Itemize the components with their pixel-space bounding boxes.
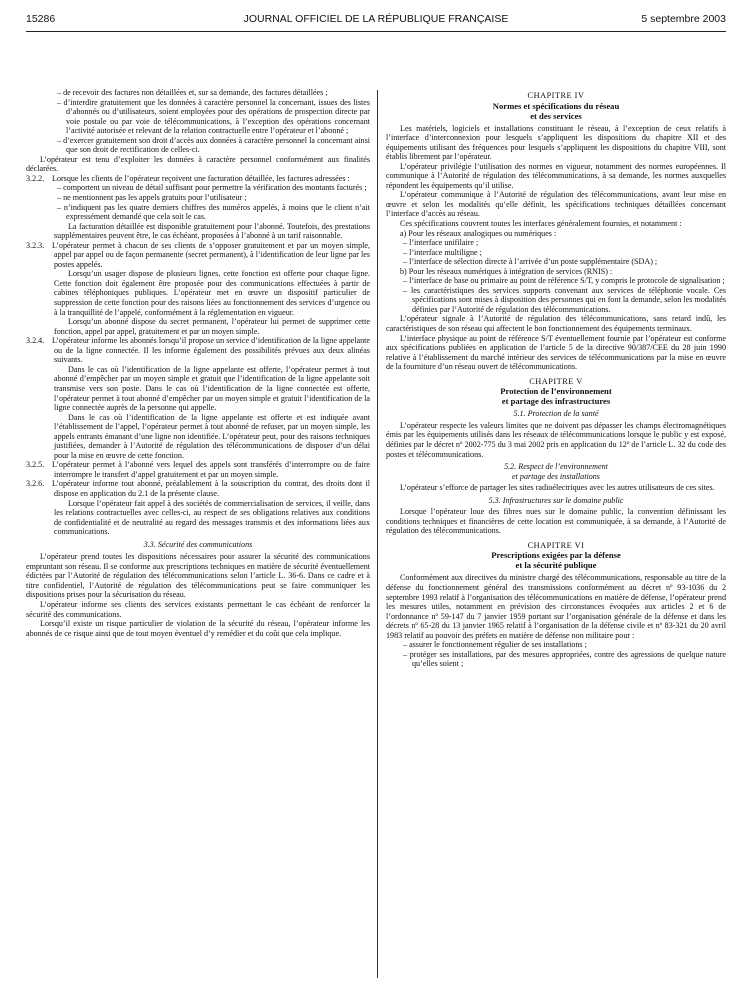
chapter-title <box>386 101 726 121</box>
list-item: – comportent un niveau de détail suffisant pour permettre la vérification des montants facturés ; <box>57 183 367 193</box>
chapter-title-line: Protection de l’environnement <box>500 386 612 397</box>
section-heading: 3.3. Sécurité des communications <box>143 539 253 549</box>
text-columns <box>26 88 726 982</box>
paragraph: Lorsqu’il existe un risque particulier de violation de la sécurité du réseau, l’opérateur informe les abonnés de ce risque ainsi que de tout moyen éventuel d’y remédier et du coût que cela implique. <box>26 619 370 638</box>
list-item: – de recevoir des factures non détaillées et, sur sa demande, des factures détaillées ; <box>57 88 328 97</box>
list-item: – d’interdire gratuitement que les données à caractère personnel la concernant, issues des listes d’abonnés ou d’utilisateurs, soient employées pour des opérations de prospection directe par voie postale ou par voie de télécommunications, à l’exception des opérations concernant l’activité autorisée et relevant de la relation contractuelle entre l’opérateur et l’abonné ; <box>57 97 370 136</box>
page-header <box>26 13 726 29</box>
paragraph: La facturation détaillée est disponible gratuitement pour l’abonné. Toutefois, des prestations supplémentaires peuvent être, le cas échéant, proposées à l’abonné à un tarif raisonnable. <box>54 221 370 241</box>
section-heading <box>386 462 726 481</box>
chapter-title-line: Normes et spécifications du réseau <box>492 100 620 111</box>
clause-text: L’opérateur informe les abonnés lorsqu’il propose un service d’identification de la ligne appelante ou de la ligne connectée. Il les informe également des possibilités prévues aux deux alinéas suivants. <box>52 336 370 365</box>
list-item: – d’exercer gratuitement son droit d’accès aux données à caractère personnel la concernant ainsi que son droit de rectification de celles-ci. <box>57 135 370 155</box>
paragraph: Lorsqu’un usager dispose de plusieurs lignes, cette fonction est offerte pour chaque ligne. Cette fonction doit également être proposée pour des communications effectuées à partir de cabines téléphoniques publiques. L’opérateur met en œuvre un dispositif particulier de suppression de cette fonction pour des raisons liées au fonctionnement des services d’urgence ou à la tranquillité de l’appelé, conformément à la réglementation en vigueur. <box>54 269 370 317</box>
paragraph: Lorsque l’opérateur loue des fibres nues sur le domaine public, la convention définissant les conditions techniques et financières de cette location est communiquée, à sa demande, à l’Autorité de régulation des télécommunications. <box>386 507 726 536</box>
chapter-title <box>386 550 726 570</box>
header-rule <box>26 31 726 32</box>
publication-date: 5 septembre 2003 <box>641 13 726 25</box>
paragraph: L’opérateur informe ses clients des services existants permettant le cas échéant de renforcer la sécurité des communications. <box>26 599 370 619</box>
list-item: – assurer le fonctionnement régulier de ses installations ; <box>403 640 587 650</box>
clause-number: 3.2.2. <box>26 173 45 183</box>
chapter-heading: CHAPITRE VI <box>527 540 585 550</box>
paragraph: L’opérateur prend toutes les dispositions nécessaires pour assurer la sécurité des communications empruntant son réseau. Il se conforme aux prescriptions techniques en matière de sécurité éventuellement édictées par l’Autorité de régulation des télécommunications selon l’article L. 36-6. Dans ce cadre et à titre confidentiel, l’Autorité de régulation des télécommunications peut se faire communiquer les dispositions prises pour la sécurisation du réseau. <box>26 552 370 600</box>
chapter-title-line: et partage des infrastructures <box>501 396 611 407</box>
paragraph: Lorsque l’opérateur fait appel à des sociétés de commercialisation de services, il veille, dans les relations contractuelles avec celles-ci, au respect de ses obligations relatives aux conditions de confidentialité et de neutralité au regard des messages transmis et des informations liées aux communications. <box>54 498 370 537</box>
section-title: et partage des installations <box>512 471 600 481</box>
chapter-title-line: et des services <box>530 110 582 121</box>
left-column <box>26 88 370 638</box>
paragraph: L’opérateur s’efforce de partager les sites radioélectriques avec les autres utilisateurs de ces sites. <box>400 483 715 493</box>
clause-text: L’opérateur permet à l’abonné vers lequel des appels sont transférés d’interrompre ou de faire interrompre le transfert d’appel gratuitement et par un moyen simple. <box>52 460 370 479</box>
paragraph: L’opérateur communique à l’Autorité de régulation des télécommunications, avant leur mise en œuvre et selon les modalités qu’elle définit, les spécifications techniques détaillées concernant l’interface d’accès au réseau. <box>386 190 726 219</box>
list-item: – les caractéristiques des services supports convenant aux services de téléphonie vocale. Ces spécifications sont mises à disposition des personnes qui en font la demande, selon les modalités définies par l’Autorité de régulation des télécommunications. <box>403 285 726 314</box>
clause-3-2-6 <box>26 479 370 498</box>
section-heading <box>386 496 726 506</box>
section-title: 5.1. Protection de la santé <box>513 409 599 419</box>
list-item: – l’interface de sélection directe à l’arrivée d’un poste supplémentaire (SDA) ; <box>403 257 658 267</box>
clause-3-2-3 <box>26 241 370 270</box>
clause-text: Lorsque les clients de l’opérateur reçoivent une facturation détaillée, les factures adressées : <box>52 173 350 183</box>
clause-number: 3.2.5. <box>26 460 45 470</box>
paragraph: Conformément aux directives du ministre chargé des télécommunications, responsable au titre de la défense du fonctionnement général des transmissions conformément au décret nº 93-1036 du 2 septembre 1993 relatif à l’organisation des télécommunications en matière de défense, l’opérateur prend les mesures utiles, notamment en prévision des circonstances évoquées aux articles 2 et 6 de l’ordonnance nº 59-147 du 7 janvier 1959 portant sur l’organisation générale de la défense et dans les décrets nº 65-28 du 13 janvier 1965 relatif à l’organisation de la défense civile et nº 83-321 du 20 avril 1983 relatif au pouvoir des préfets en matière de défense non militaire pour : <box>386 573 726 640</box>
paragraph: Ces spécifications couvrent toutes les interfaces généralement fournies, et notamment : <box>400 219 682 229</box>
list-item: – protéger ses installations, par des mesures appropriées, contre des agressions de quelque nature qu’elles soient ; <box>403 649 726 669</box>
page-number: 15286 <box>26 13 56 25</box>
list-item: – ne mentionnent pas les appels gratuits pour l’utilisateur ; <box>57 193 247 203</box>
chapter-title-line: et la sécurité publique <box>515 560 597 571</box>
list-item: – l’interface unifilaire ; <box>403 238 479 248</box>
clause-3-2-2 <box>26 174 370 184</box>
list-heading: a) Pour les réseaux analogiques ou numériques : <box>400 228 557 238</box>
section-title: 5.2. Respect de l’environnement <box>504 462 608 472</box>
paragraph: L’opérateur signale à l’Autorité de régulation des télécommunications, sans retard indû, les caractéristiques de son réseau qui affectent le bon fonctionnement des équipements terminaux. <box>386 314 726 334</box>
list-item: – l’interface de base ou primaire au point de référence S/T, y compris le protocole de signalisation ; <box>403 276 725 286</box>
chapter-title <box>386 386 726 406</box>
clause-text: L’opérateur informe tout abonné, préalablement à la souscription du contrat, des droits dont il dispose en application du 2.1 de la présente clause. <box>52 479 370 498</box>
clause-3-2-4 <box>26 336 370 365</box>
list-item: – n’indiquent pas les quatre derniers chiffres des numéros appelés, à moins que le client n’ait expressément demandé que cela soit le cas. <box>57 202 370 222</box>
clause-number: 3.2.6. <box>26 479 45 489</box>
column-rule <box>377 90 378 978</box>
clause-3-2-5 <box>26 460 370 479</box>
section-title: 5.3. Infrastructures sur le domaine public <box>488 495 624 505</box>
chapter-heading: CHAPITRE IV <box>527 91 585 100</box>
list-heading: b) Pour les réseaux numériques à intégration de services (RNIS) : <box>400 266 613 276</box>
clause-number: 3.2.3. <box>26 240 45 250</box>
right-column <box>386 86 726 669</box>
clause-number: 3.2.4. <box>26 336 45 346</box>
chapter-title-line: Prescriptions exigées par la défense <box>491 550 621 561</box>
paragraph: L’interface physique au point de référence S/T éventuellement fournie par l’opérateur est conforme aux spécifications publiées en application de l’article 5 de la directive 90/387/CEE du 28 juin 1990 relative à l’établissement du marché intérieur des services de télécommunications par la mise en œuvre de la fourniture d’un réseau ouvert de télécommunications. <box>386 333 726 372</box>
chapter-heading: CHAPITRE V <box>529 376 583 386</box>
paragraph: L’opérateur est tenu d’exploiter les données à caractère personnel conformément aux finalités déclarées. <box>26 154 370 174</box>
journal-title: JOURNAL OFFICIEL DE LA RÉPUBLIQUE FRANÇAISE <box>243 13 509 25</box>
paragraph: Lorsqu’un abonné dispose du secret permanent, l’opérateur lui permet de supprimer cette fonction, appel par appel, gratuitement et par un moyen simple. <box>54 317 370 336</box>
paragraph: Dans le cas où l’identification de la ligne appelante est offerte et est indiquée avant l’établissement de l’appel, l’opérateur permet à tout abonné de refuser, par un moyen simple, les appels entrants émanant d’une ligne non identifiée. L’opérateur peut, pour des raisons techniques justifiées, demander à l’Autorité de régulation des télécommunications de disposer d’un délai pour la mise en œuvre de cette fonction. <box>54 412 370 460</box>
paragraph: L’opérateur privilégie l’utilisation des normes en vigueur, notamment des normes européennes. Il communique à l’Autorité de régulation des télécommunications, à sa demande, les normes auxquelles répondent les équipements qu’il utilise. <box>386 161 726 190</box>
paragraph: Les matériels, logiciels et installations constituant le réseau, à l’exception de ceux relatifs à l’interface d’interconnexion pour lesquels s’appliquent les dispositions du chapitre XII et des équipements utilisant des fréquences pour lesquels s’appliquent les dispositions du chapitre VIII, sont établis librement par l’opérateur. <box>386 123 726 162</box>
list-item: – l’interface multiligne ; <box>403 247 482 257</box>
clause-text: L’opérateur permet à chacun de ses clients de s’opposer gratuitement et par un moyen simple, appel par appel ou de façon permanente (secret permanent), à l’identification de leur ligne par les postes appelés. <box>52 240 370 269</box>
section-heading <box>386 409 726 419</box>
paragraph: L’opérateur respecte les valeurs limites que ne doivent pas dépasser les champs électromagnétiques émis par les équipements utilisés dans les réseaux de télécommunications lorsque le public y est exposé, définies par le décret nº 2002-775 du 3 mai 2002 pris en application du 12º de l’article L. 32 du code des postes et télécommunications. <box>386 420 726 459</box>
paragraph: Dans le cas où l’identification de la ligne appelante est offerte, l’opérateur permet à tout abonné d’empêcher par un moyen simple et gratuit que l’identification de la ligne appelante soit transmise vers son poste. Dans le cas où l’identification de la ligne connectée est offerte, l’opérateur permet à tout abonné d’empêcher par un moyen simple et gratuit l’identification de la ligne connectée auprès de la personne qui appelle. <box>54 364 370 413</box>
